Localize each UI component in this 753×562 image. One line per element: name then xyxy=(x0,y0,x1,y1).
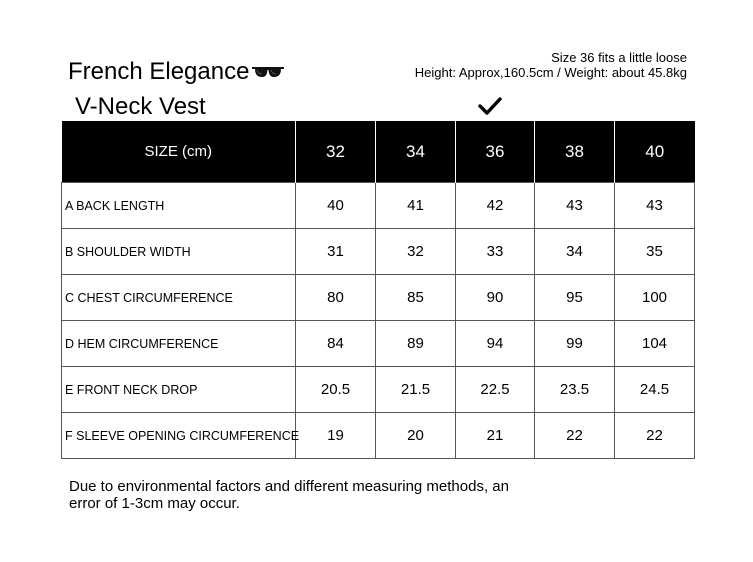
size-column-header: 38 xyxy=(535,121,615,183)
table-cell: 40 xyxy=(296,183,376,229)
row-label: F SLEEVE OPENING CIRCUMFERENCE xyxy=(62,413,296,459)
table-cell: 42 xyxy=(456,183,535,229)
fit-note xyxy=(415,50,687,80)
table-cell: 99 xyxy=(535,321,615,367)
table-cell: 85 xyxy=(376,275,456,321)
product-title-text: French Elegance xyxy=(68,58,250,85)
fit-note-body: Height: Approx,160.5cm / Weight: about 45.8kg xyxy=(414,65,687,80)
table-row xyxy=(62,321,695,367)
table-cell: 19 xyxy=(296,413,376,459)
table-cell: 100 xyxy=(615,275,695,321)
table-cell: 43 xyxy=(535,183,615,229)
table-cell: 35 xyxy=(615,229,695,275)
row-label: D HEM CIRCUMFERENCE xyxy=(62,321,296,367)
table-row xyxy=(62,413,695,459)
size-chart-table xyxy=(61,121,695,459)
table-cell: 22 xyxy=(615,413,695,459)
table-cell: 94 xyxy=(456,321,535,367)
product-title xyxy=(68,58,285,86)
table-cell: 21 xyxy=(456,413,535,459)
row-label: A BACK LENGTH xyxy=(62,183,296,229)
table-cell: 20 xyxy=(376,413,456,459)
table-row xyxy=(62,183,695,229)
table-cell: 23.5 xyxy=(535,367,615,413)
size-column-header: 36 xyxy=(456,121,535,183)
measurement-disclaimer xyxy=(69,478,529,512)
table-cell: 32 xyxy=(376,229,456,275)
disclaimer-line: Due to environmental factors and different measuring methods, an xyxy=(69,478,509,495)
disclaimer-line: error of 1-3cm may occur. xyxy=(69,495,240,512)
table-cell: 90 xyxy=(456,275,535,321)
table-row xyxy=(62,367,695,413)
size-header-label: SIZE (cm) xyxy=(62,121,296,183)
size-column-header: 34 xyxy=(376,121,456,183)
table-header-row xyxy=(62,121,695,183)
table-cell: 89 xyxy=(376,321,456,367)
row-label: C CHEST CIRCUMFERENCE xyxy=(62,275,296,321)
row-label: E FRONT NECK DROP xyxy=(62,367,296,413)
table-cell: 41 xyxy=(376,183,456,229)
table-cell: 22.5 xyxy=(456,367,535,413)
product-subtitle: V-Neck Vest xyxy=(75,93,206,120)
table-cell: 21.5 xyxy=(376,367,456,413)
table-cell: 33 xyxy=(456,229,535,275)
table-cell: 84 xyxy=(296,321,376,367)
table-cell: 31 xyxy=(296,229,376,275)
table-cell: 24.5 xyxy=(615,367,695,413)
table-row xyxy=(62,229,695,275)
table-cell: 80 xyxy=(296,275,376,321)
size-column-header: 40 xyxy=(615,121,695,183)
table-cell: 95 xyxy=(535,275,615,321)
table-cell: 22 xyxy=(535,413,615,459)
row-label: B SHOULDER WIDTH xyxy=(62,229,296,275)
fit-note-size: Size 36 fits a little loose xyxy=(551,50,687,65)
table-row xyxy=(62,275,695,321)
sunglasses-icon xyxy=(251,64,285,80)
table-cell: 43 xyxy=(615,183,695,229)
table-cell: 34 xyxy=(535,229,615,275)
table-cell: 104 xyxy=(615,321,695,367)
size-column-header: 32 xyxy=(296,121,376,183)
checkmark-icon xyxy=(478,96,502,116)
table-cell: 20.5 xyxy=(296,367,376,413)
